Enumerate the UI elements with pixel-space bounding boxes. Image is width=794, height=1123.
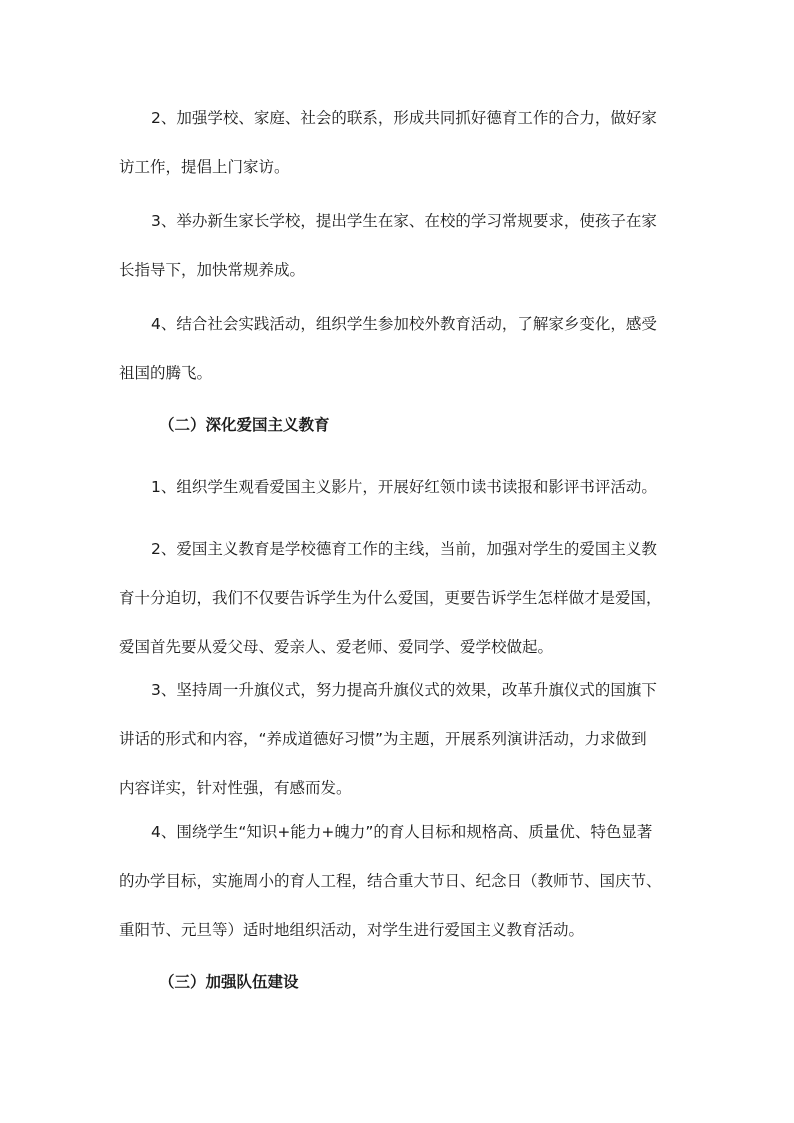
paragraph-line: 重阳节、元旦等）适时地组织活动，对学生进行爱国主义教育活动。: [119, 921, 585, 939]
paragraph-line: 访工作，提倡上门家访。: [119, 158, 290, 176]
section-heading-patriotism: （二）深化爱国主义教育: [159, 416, 330, 434]
paragraph-education-goals: [119, 808, 679, 955]
paragraph-line: 2、加强学校、家庭、社会的联系，形成共同抓好德育工作的合力，做好家: [151, 109, 657, 127]
paragraph-patriotism-mainline: [119, 525, 679, 672]
paragraph-flag-ceremony: [119, 666, 679, 813]
paragraph-line: 的办学目标，实施周小的育人工程，结合重大节日、纪念日（教师节、国庆节、: [119, 872, 662, 890]
paragraph-line: 讲话的形式和内容，“养成道德好习惯”为主题，开展系列演讲活动，力求做到: [119, 730, 647, 748]
paragraph-line: 3、坚持周一升旗仪式，努力提高升旗仪式的效果，改革升旗仪式的国旗下: [151, 681, 657, 699]
section-heading-team-building: （三）加强队伍建设: [159, 973, 299, 991]
paragraph-line: 长指导下，加快常规养成。: [119, 261, 306, 279]
paragraph-line: 内容详实，针对性强，有感而发。: [119, 779, 352, 797]
paragraph-social-practice: [119, 300, 679, 398]
paragraph-line: 2、爱国主义教育是学校德育工作的主线，当前，加强对学生的爱国主义教: [151, 540, 657, 558]
paragraph-line: 4、围绕学生“知识+能力+魄力”的育人目标和规格高、质量优、特色显著: [151, 823, 653, 841]
paragraph-parent-school: [119, 197, 679, 295]
paragraph-line: 4、结合社会实践活动，组织学生参加校外教育活动，了解家乡变化，感受: [151, 315, 657, 333]
paragraph-line: 爱国首先要从爱父母、爱亲人、爱老师、爱同学、爱学校做起。: [119, 638, 554, 656]
paragraph-home-school-contact: [119, 94, 679, 192]
paragraph-line: 祖国的腾飞。: [119, 364, 213, 382]
paragraph-line: 育十分迫切，我们不仅要告诉学生为什么爱国，更要告诉学生怎样做才是爱国，: [119, 589, 662, 607]
paragraph-patriotic-films: [119, 463, 679, 512]
paragraph-line: 1、组织学生观看爱国主义影片，开展好红领巾读书读报和影评书评活动。: [151, 478, 657, 496]
paragraph-line: 3、举办新生家长学校，提出学生在家、在校的学习常规要求，使孩子在家: [151, 212, 657, 230]
